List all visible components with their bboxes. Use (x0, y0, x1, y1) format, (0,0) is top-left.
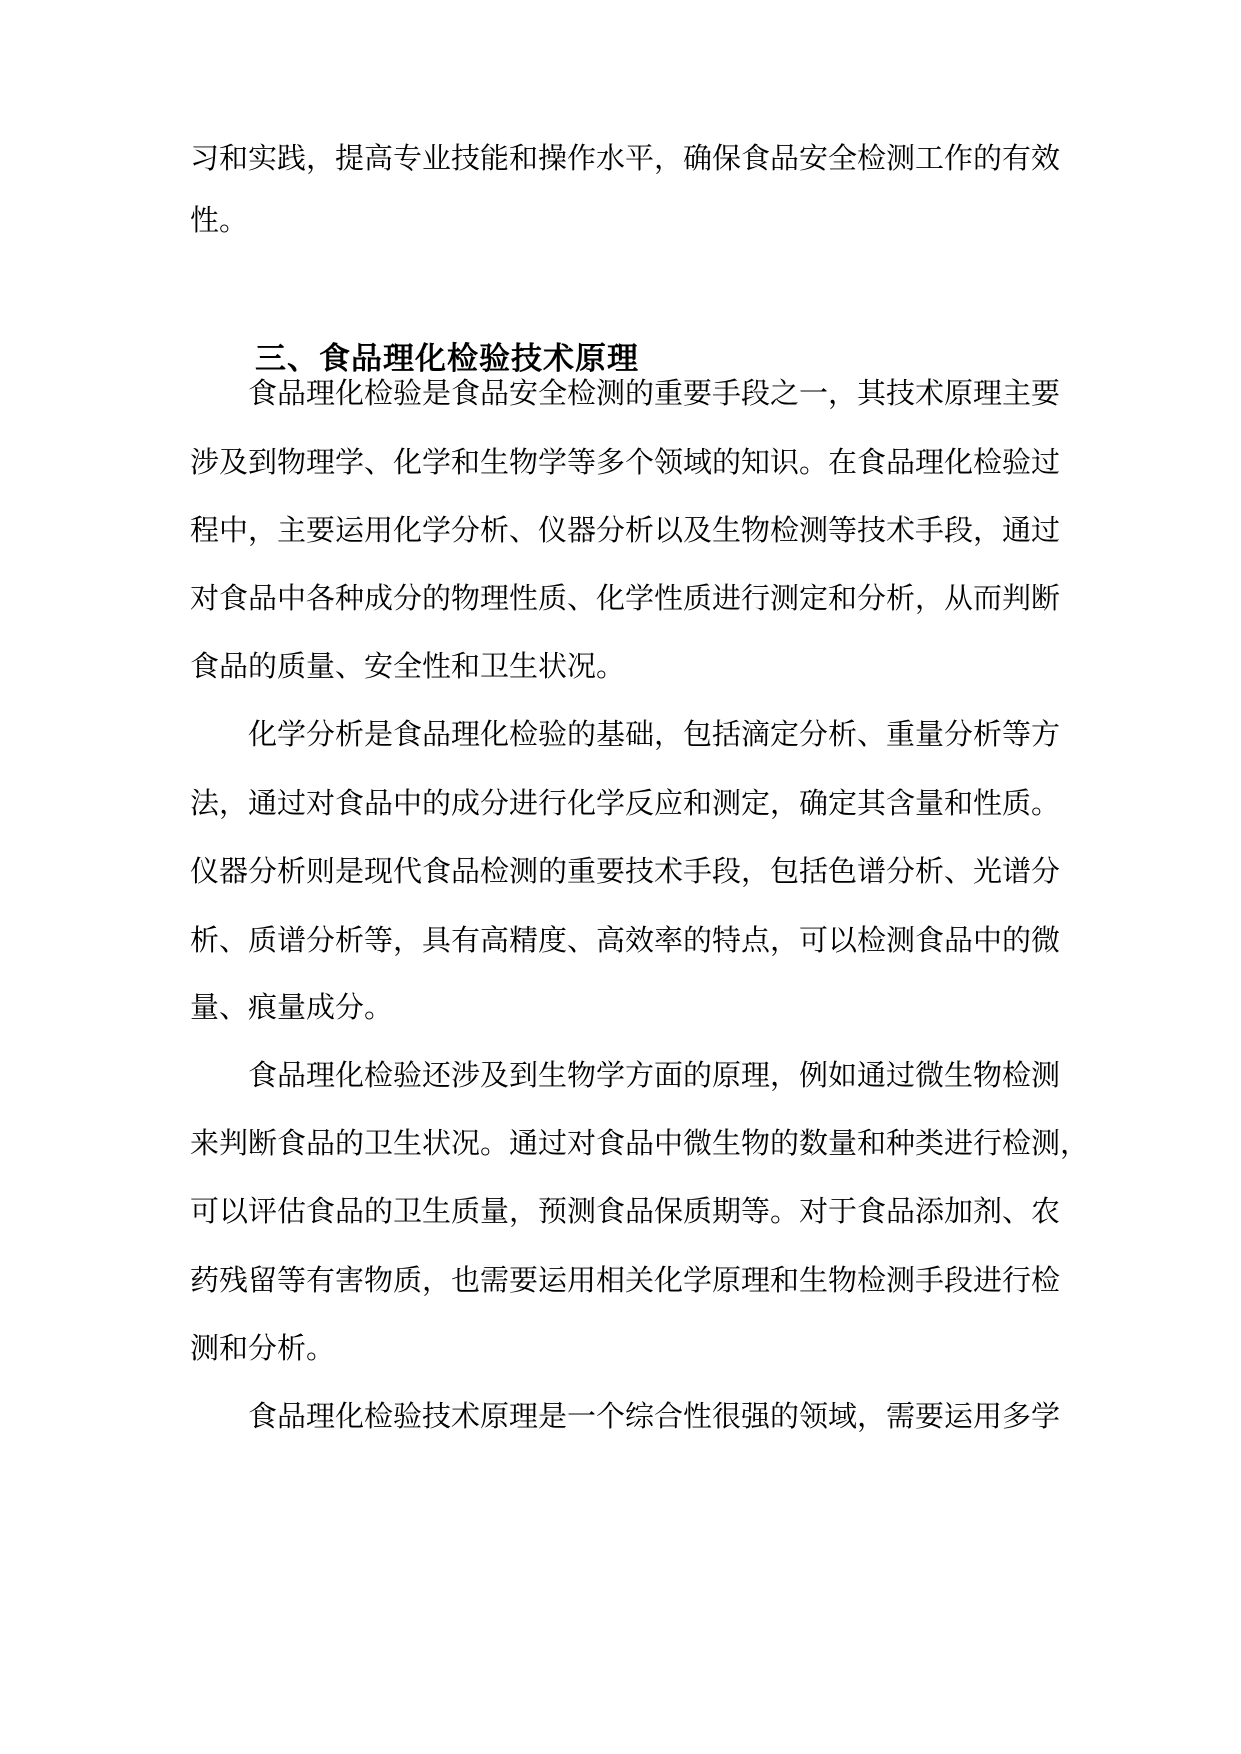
text-line: 习和实践，提高专业技能和操作水平，确保食品安全检测工作的有效 (190, 141, 1061, 175)
text-line: 药残留等有害物质，也需要运用相关化学原理和生物检测手段进行检 (190, 1263, 1061, 1297)
text-line: 量、痕量成分。 (190, 990, 394, 1024)
section-heading: 三、食品理化检验技术原理 (255, 341, 639, 377)
text-line: 析、质谱分析等，具有高精度、高效率的特点，可以检测食品中的微 (190, 923, 1061, 957)
text-line: 仪器分析则是现代食品检测的重要技术手段，包括色谱分析、光谱分 (190, 854, 1061, 888)
text-line: 来判断食品的卫生状况。通过对食品中微生物的数量和种类进行检测， (190, 1126, 1090, 1160)
text-line: 测和分析。 (190, 1331, 336, 1365)
text-line: 化学分析是食品理化检验的基础，包括滴定分析、重量分析等方 (248, 717, 1061, 751)
text-line: 食品理化检验还涉及到生物学方面的原理，例如通过微生物检测 (248, 1058, 1061, 1092)
text-line: 法，通过对食品中的成分进行化学反应和测定，确定其含量和性质。 (190, 786, 1061, 820)
text-line: 可以评估食品的卫生质量，预测食品保质期等。对于食品添加剂、农 (190, 1194, 1061, 1228)
text-line: 性。 (190, 203, 249, 237)
text-line: 涉及到物理学、化学和生物学等多个领域的知识。在食品理化检验过 (190, 445, 1061, 479)
text-line: 食品理化检验技术原理是一个综合性很强的领域，需要运用多学 (248, 1399, 1061, 1433)
text-line: 对食品中各种成分的物理性质、化学性质进行测定和分析，从而判断 (190, 581, 1061, 615)
text-line: 程中，主要运用化学分析、仪器分析以及生物检测等技术手段，通过 (190, 513, 1061, 547)
text-line: 食品理化检验是食品安全检测的重要手段之一，其技术原理主要 (248, 376, 1061, 410)
text-line: 食品的质量、安全性和卫生状况。 (190, 649, 626, 683)
